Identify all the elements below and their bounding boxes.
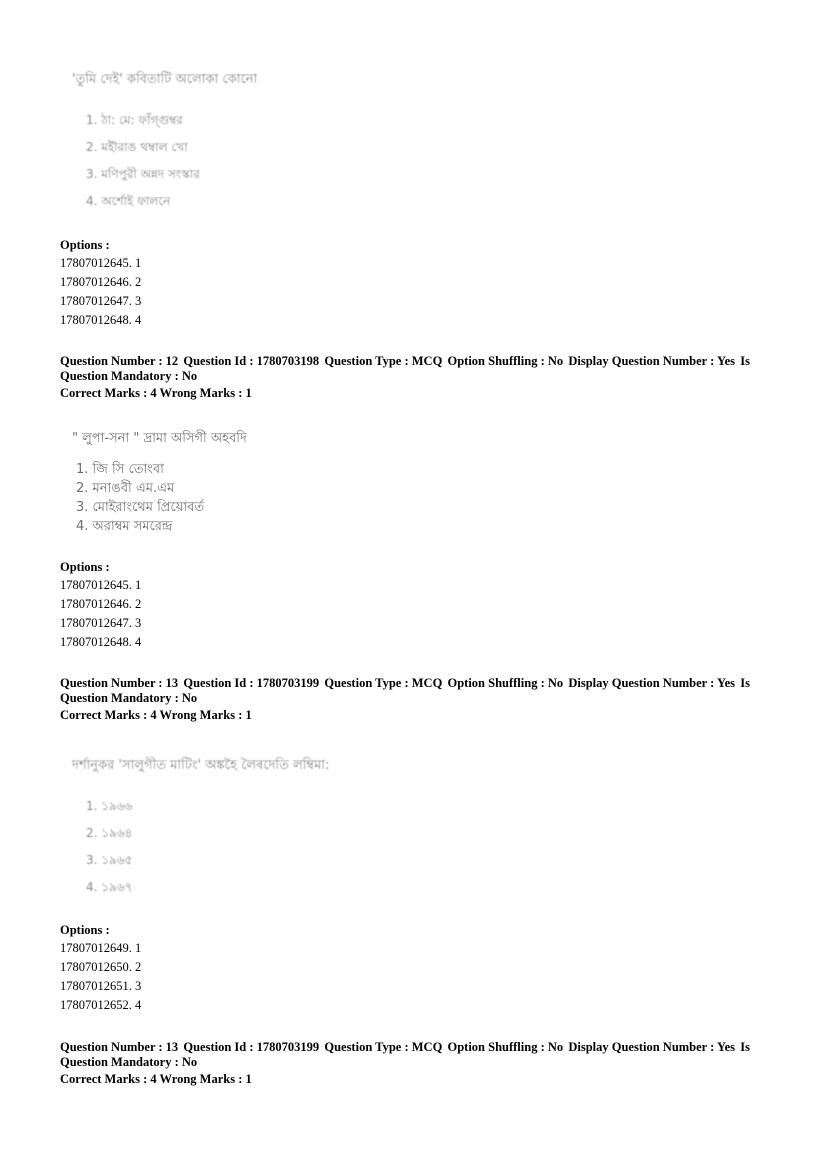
question-number: Question Number : 12 (60, 354, 179, 368)
question-image-option: 4. অরাম্বম সমরেন্দ্র (76, 519, 173, 534)
question-header (60, 1040, 750, 1087)
question-image-option: 3. মোইরাংথেম প্রিয়োবর্ত (76, 500, 205, 515)
question-image-option: 2. মনাঙবী এম.এম (76, 481, 175, 496)
option-row: 17807012646. 2 (60, 597, 142, 611)
marks: Correct Marks : 4 Wrong Marks : 1 (60, 708, 252, 722)
option-row: 17807012646. 2 (60, 275, 142, 289)
question-id: Question Id : 1780703198 (183, 354, 320, 368)
question-image-option: 2. ১৯৬৪ (86, 826, 133, 840)
options-label: Options : (60, 560, 110, 574)
question-type: Question Type : MCQ (324, 676, 443, 690)
question-image-text: " লুপা-সনা " দ্রামা অসিগী অহবদি (72, 431, 247, 446)
question-mandatory: Question Mandatory : No (60, 1055, 198, 1069)
question-mandatory: Question Mandatory : No (60, 369, 198, 383)
option-row: 17807012645. 1 (60, 256, 142, 270)
question-id: Question Id : 1780703199 (183, 1040, 320, 1054)
option-row: 17807012648. 4 (60, 635, 142, 649)
question-number: Question Number : 13 (60, 1040, 179, 1054)
option-row: 17807012650. 2 (60, 960, 142, 974)
question-image (72, 70, 372, 215)
is-label: Is (740, 1040, 750, 1054)
is-label: Is (740, 676, 750, 690)
question-image-option: 1. ১৯৬৬ (86, 799, 133, 813)
options-label: Options : (60, 238, 110, 252)
question-image-text: 'তুমি দেই' কবিতাটি অলোকা কোনো (72, 72, 258, 87)
option-row: 17807012647. 3 (60, 616, 142, 630)
option-row: 17807012651. 3 (60, 979, 142, 993)
marks: Correct Marks : 4 Wrong Marks : 1 (60, 1072, 252, 1086)
display-question-number: Display Question Number : Yes (568, 1040, 736, 1054)
marks: Correct Marks : 4 Wrong Marks : 1 (60, 386, 252, 400)
option-row: 17807012649. 1 (60, 941, 142, 955)
question-image-text: দর্শানুকর 'সালুগীত মাটিং' অঙ্কহৈ লৈৰদেতি লম্বিমা: (72, 758, 330, 773)
option-shuffling: Option Shuffling : No (447, 354, 564, 368)
question-header (60, 354, 750, 401)
question-image-option: 4. অর্শোই ফালনে (86, 194, 171, 208)
option-shuffling: Option Shuffling : No (447, 676, 564, 690)
option-row: 17807012647. 3 (60, 294, 142, 308)
display-question-number: Display Question Number : Yes (568, 676, 736, 690)
question-image-option: 1. ঠা: মে: ফাঁগ্গুম্বর (86, 113, 183, 127)
question-image-option: 1. জি সি তোংবা (76, 462, 164, 477)
question-id: Question Id : 1780703199 (183, 676, 320, 690)
options-label: Options : (60, 923, 110, 937)
option-row: 17807012652. 4 (60, 998, 142, 1012)
option-shuffling: Option Shuffling : No (447, 1040, 564, 1054)
option-row: 17807012645. 1 (60, 578, 142, 592)
question-mandatory: Question Mandatory : No (60, 691, 198, 705)
question-type: Question Type : MCQ (324, 1040, 443, 1054)
question-image (72, 429, 372, 539)
question-image-option: 4. ১৯৬৭ (86, 880, 133, 894)
question-image-option: 2. মইৗরাঙ থম্বাল খো (86, 140, 188, 154)
is-label: Is (740, 354, 750, 368)
question-image-option: 3. ১৯৬৫ (86, 853, 133, 867)
question-image (72, 756, 392, 896)
question-image-option: 3. মণিপুরী অন্নদ সংস্কার (86, 167, 200, 181)
question-header (60, 676, 750, 723)
display-question-number: Display Question Number : Yes (568, 354, 736, 368)
option-row: 17807012648. 4 (60, 313, 142, 327)
question-number: Question Number : 13 (60, 676, 179, 690)
question-type: Question Type : MCQ (324, 354, 443, 368)
